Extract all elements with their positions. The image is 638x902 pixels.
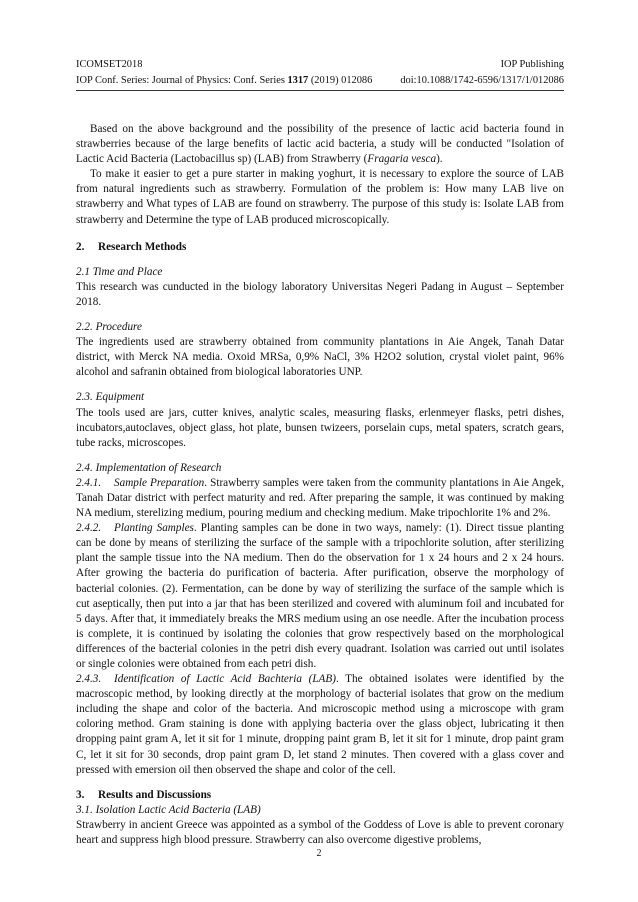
section-heading-results: 3. Results and Discussions [76, 788, 212, 801]
intro-paragraph-1: Based on the above background and the possibility of the presence of lactic acid bacteria found in strawberries because of the large benefits of lactic acid bacteria, a study will be conducted "Isolation of Lactic Acid Bacteria (Lactobacillus sp) (LAB) from Strawberry (Fragaria vesca). [76, 123, 564, 166]
doi-text: doi:10.1088/1742-6596/1317/1/012086 [400, 75, 564, 86]
subsection-title-implementation: 2.4. Implementation of Research [76, 461, 222, 474]
paragraph-sample-preparation: 2.4.1. Sample Preparation. Strawberry samples were taken from the community plantations in Aie Angek, Tanah Datar district with perfect maturity and red. After preparing the sample, it was continued by making NA medium, sterelizing medium, pouring medium and checking medium. Make tripochlorite 1% and 2%. [76, 476, 564, 520]
paragraph-identification: 2.4.3. Identification of Lactic Acid Bachteria (LAB). The obtained isolates were identified by the macroscopic method, by looking directly at the morphology of bacterial isolates that grow on the medium including the shape and color of the bacteria. And microscopic method using a microscope with gram coloring method. Gram staining is done with applying bacteria over the glass object, lubricating it then dropping paint gram A, let it sit for 1 minute, dropping paint gram B, let it sit for 1 minute, drop paint gram C, let it sit for 30 seconds, drop paint gram D, let stand 2 minutes. Then covered with a glass cover and pressed with emersion oil then observed the shape and color of the cell. [76, 673, 564, 776]
body-text [76, 122, 564, 848]
paragraph-equipment: The tools used are jars, cutter knives, analytic scales, measuring flasks, erlenmeyer flasks, petri dishes, incubators,autoclaves, object glass, hot plate, bunsen twizeers, porselain cups, metal spaters, scratch gears, tube racks, microscopes. [76, 406, 564, 449]
subsection-title-time-place: 2.1 Time and Place [76, 265, 163, 278]
journal-series: IOP Conf. Series: Journal of Physics: Conf. Series 1317 (2019) 012086 [76, 75, 373, 86]
conference-name: ICOMSET2018 [76, 59, 143, 70]
paragraph-isolation: Strawberry in ancient Greece was appointed as a symbol of the Goddess of Love is able to prevent coronary heart and suppress high blood pressure. Strawberry can also overcome digestive problems, [76, 818, 564, 847]
running-header-bottom [76, 74, 564, 87]
volume-number: 1317 [287, 75, 309, 86]
section-heading-research-methods: 2. Research Methods [76, 240, 187, 253]
page-number: 2 [316, 848, 322, 859]
paragraph-time-place: This research was cunducted in the biology laboratory Universitas Negeri Padang in August – September 2018. [76, 280, 564, 308]
paragraph-procedure: The ingredients used are strawberry obtained from community plantations in Aie Angek, Tanah Datar district, with Merck NA media. Oxoid MRSa, 0,9% NaCl, 3% H2O2 solution, crystal violet paint, 96% alcohol and safranin obtained from biological laboratories UNP. [76, 336, 564, 379]
intro-paragraph-2: To make it easier to get a pure starter in making yoghurt, it is necessary to explore the source of LAB from natural ingredients such as strawberry. Formulation of the problem is: How many LAB live on strawberry and What types of LAB are found on strawberry. The purpose of this study is: Isolate LAB from strawberry and Determine the type of LAB produced microscopically. [76, 168, 564, 226]
subsection-title-isolation: 3.1. Isolation Lactic Acid Bacteria (LAB) [76, 803, 261, 816]
subsection-title-procedure: 2.2. Procedure [76, 321, 142, 334]
publisher-name: IOP Publishing [500, 59, 564, 70]
header-rule [76, 90, 564, 91]
running-header-top [76, 58, 564, 71]
species-name: Fragaria vesca [367, 153, 437, 166]
paragraph-planting-samples: 2.4.2. Planting Samples. Planting samples can be done in two ways, namely: (1). Direct tissue planting can be done by means of sterilizing the surface of the sample with a tripochlorite solution, after sterilizing plant the sample tissue into the NA medium. Then do the observation for 1 x 24 hours and 2 x 24 hours. After growing the bacteria do purification of bacteria. After purification, observe the morphology of bacterial colonies. (2). Fermentation, can be done by way of sterilizing the surface of the sample which is cut aseptically, then put into a jar that has been sterilized and covered with aluminum foil and incubated for 5 days. After that, it immediately breaks the MRS medium using an ose needle. After the incubation process is complete, it is continued by isolating the colonies that grow respectively based on the morphological differences of the bacterial colonies in the petri dish every quadrant. Isolation was carried out until isolates or single colonies were obtained from each petri dish. [76, 522, 564, 670]
subsection-title-equipment: 2.3. Equipment [76, 391, 145, 404]
